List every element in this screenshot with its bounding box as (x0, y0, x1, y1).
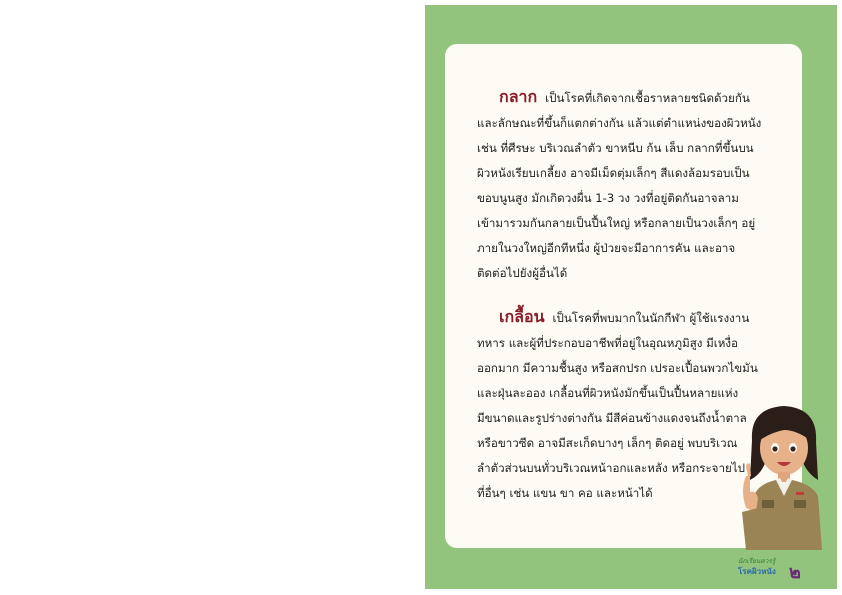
paragraph-line: ที่อื่นๆ เช่น แขน ขา คอ และหน้าได้ (477, 486, 653, 500)
term-heading: กลาก (499, 87, 538, 106)
paragraph-line: ขอบนูนสูง มักเกิดวงผื่น 1-3 วง วงที่อยู่ติดกันอาจลาม (477, 191, 739, 205)
paragraph-line: และฝุ่นละออง เกลื้อนที่ผิวหนังมักขึ้นเป็นปื้นหลายแห่ง (477, 386, 739, 400)
footer-title-line2: โรคผิวหนัง (738, 567, 776, 576)
paragraph-line: ทหาร และผู้ที่ประกอบอาชีพที่อยู่ในอุณหภูมิสูง มีเหงื่อ (477, 336, 739, 350)
paragraph-line (477, 304, 777, 331)
paragraph-text: เป็นโรคที่พบมากในนักกีฬา ผู้ใช้แรงงาน (552, 311, 750, 325)
footer-title-line1: นักเรียนควรรู้ (738, 557, 776, 565)
paragraph-line: หรือขาวซีด อาจมีสะเก็ดบางๆ เล็กๆ ติดอยู่ พบบริเวณ (477, 436, 738, 450)
paragraph-line: เช่น ที่ศีรษะ บริเวณลำตัว ขาหนีบ ก้น เล็บ กลากที่ขึ้นบน (477, 141, 754, 155)
paragraph-line: เข้ามารวมกันกลายเป็นปื้นใหญ่ หรือกลายเป็นวงเล็กๆ อยู่ (477, 216, 756, 230)
paragraph-line: ติดต่อไปยังผู้อื่นได้ (477, 266, 568, 280)
paragraph-line: ภายในวงใหญ่อีกทีหนึ่ง ผู้ป่วยจะมีอาการคัน และอาจ (477, 241, 736, 255)
paragraph-line: และลักษณะที่ขึ้นก็แตกต่างกัน แล้วแต่ตำแหน่งของผิวหนัง (477, 116, 762, 130)
paragraph-text: เป็นโรคที่เกิดจากเชื้อราหลายชนิดด้วยกัน (545, 91, 750, 105)
paragraph-ringworm (477, 84, 777, 286)
paragraph-line: ออกมาก มีความชื้นสูง หรือสกปรก เปรอะเปื้อนพวกไขมัน (477, 361, 758, 375)
paragraph-line: มีขนาดและรูปร่างต่างกัน มีสีค่อนข้างแดงจนถึงน้ำตาล (477, 411, 747, 425)
paragraph-line: ผิวหนังเรียบเกลี้ยง อาจมีเม็ดตุ่มเล็กๆ สีแดงล้อมรอบเป็น (477, 166, 750, 180)
teacher-illustration (732, 400, 828, 550)
paragraph-line: ลำตัวส่วนบนทั่วบริเวณหน้าอกและหลัง หรือกระจายไป (477, 461, 745, 475)
paragraph-line (477, 84, 777, 111)
footer-book-title (738, 556, 794, 578)
page-number: ๒ (789, 562, 801, 583)
term-heading: เกลื้อน (499, 307, 545, 326)
